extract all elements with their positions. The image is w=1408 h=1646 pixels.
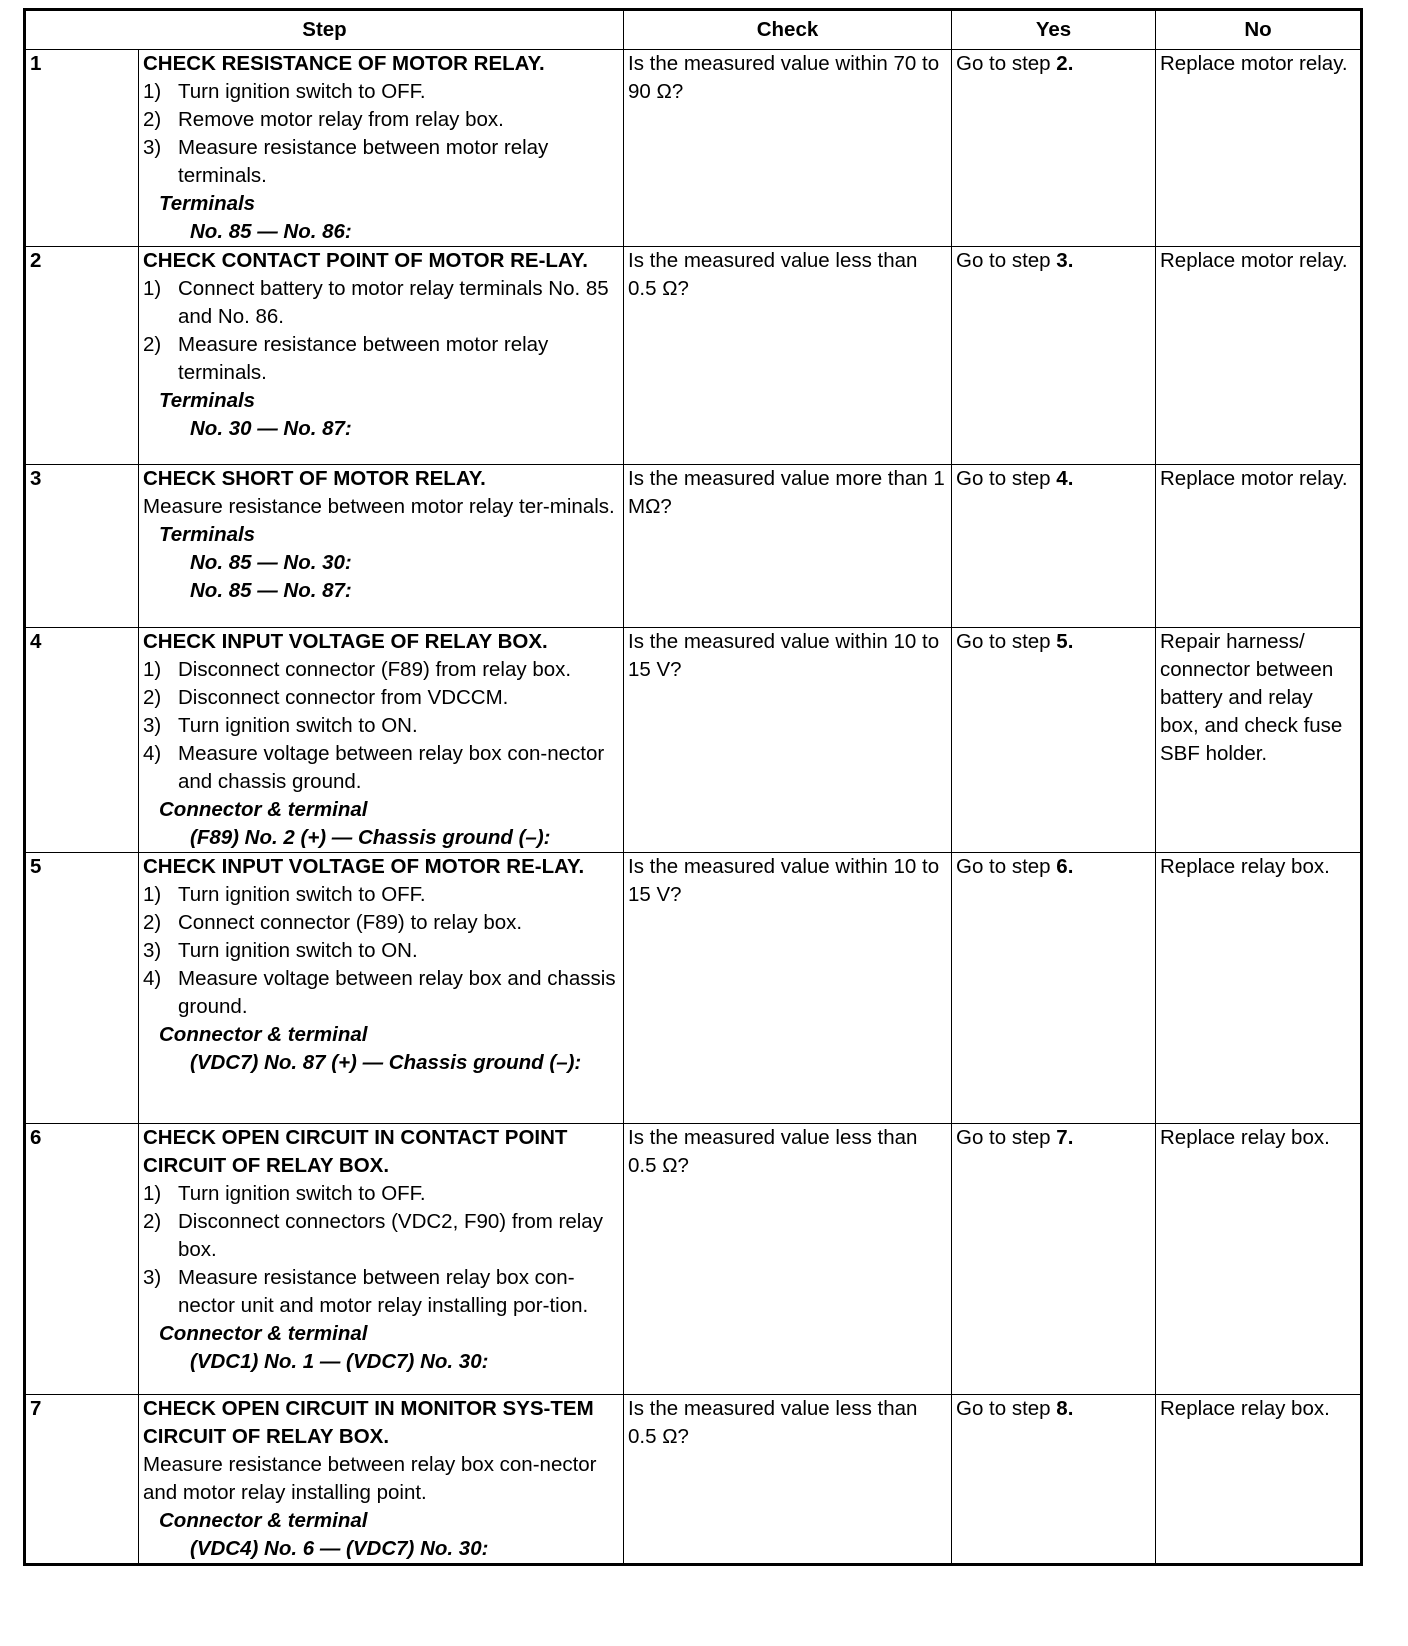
step-instruction-text: Measure resistance between motor relay terminals. [178, 136, 549, 187]
terminal-spec: (VDC7) No. 87 (+) — Chassis ground (–): [190, 1051, 582, 1074]
table-row [25, 1124, 1362, 1395]
no-cell: Replace motor relay. [1156, 465, 1362, 628]
step-instruction-number: 4) [143, 742, 162, 765]
yes-step-link: 4. [1056, 467, 1074, 490]
step-instruction-number: 1) [143, 883, 162, 906]
yes-step-link: 2. [1056, 52, 1074, 75]
yes-cell [952, 247, 1156, 465]
yes-step-link: 3. [1056, 249, 1074, 272]
step-instruction-number: 2) [143, 686, 162, 709]
step-instruction [143, 1208, 619, 1264]
step-number: 4 [25, 628, 139, 853]
check-cell: Is the measured value within 70 to 90 Ω? [624, 50, 952, 247]
step-instruction-number: 2) [143, 333, 162, 356]
no-cell: Replace motor relay. [1156, 247, 1362, 465]
step-number: 5 [25, 853, 139, 1124]
yes-cell [952, 853, 1156, 1124]
step-cell [139, 1124, 624, 1395]
no-cell: Replace relay box. [1156, 853, 1362, 1124]
step-cell [139, 1395, 624, 1565]
step-cell [139, 50, 624, 247]
table-row [25, 247, 1362, 465]
terminal-spec: (F89) No. 2 (+) — Chassis ground (–): [190, 826, 551, 849]
step-cell [139, 465, 624, 628]
step-instruction [143, 712, 619, 740]
terminal-label: Terminals [159, 523, 256, 546]
step-instruction-text: Connect battery to motor relay terminals No. 85 and No. 86. [178, 277, 609, 328]
yes-text: Go to step [956, 249, 1051, 272]
step-instruction-text: Turn ignition switch to ON. [178, 714, 418, 737]
step-title: CHECK INPUT VOLTAGE OF RELAY BOX. [143, 630, 548, 653]
step-instruction-number: 3) [143, 714, 162, 737]
yes-cell [952, 1124, 1156, 1395]
check-cell: Is the measured value less than 0.5 Ω? [624, 247, 952, 465]
step-instruction-number: 1) [143, 658, 162, 681]
step-instruction [143, 78, 619, 106]
step-title: CHECK INPUT VOLTAGE OF MOTOR RE-LAY. [143, 855, 585, 878]
terminal-label: Terminals [159, 389, 256, 412]
yes-text: Go to step [956, 630, 1051, 653]
table-row [25, 628, 1362, 853]
step-title: CHECK SHORT OF MOTOR RELAY. [143, 467, 486, 490]
terminal-label: Connector & terminal [159, 798, 368, 821]
check-cell: Is the measured value less than 0.5 Ω? [624, 1124, 952, 1395]
step-instruction-text: Turn ignition switch to OFF. [178, 1182, 426, 1205]
terminal-label: Connector & terminal [159, 1023, 368, 1046]
step-instruction-text: Disconnect connector from VDCCM. [178, 686, 509, 709]
step-instruction-number: 3) [143, 136, 162, 159]
step-instruction-number: 2) [143, 1210, 162, 1233]
yes-cell [952, 1395, 1156, 1565]
yes-cell [952, 465, 1156, 628]
step-body: Measure resistance between motor relay ter-minals. [143, 495, 615, 518]
terminal-spec: (VDC1) No. 1 — (VDC7) No. 30: [190, 1350, 489, 1373]
yes-step-link: 8. [1056, 1397, 1074, 1420]
terminal-spec: No. 30 — No. 87: [190, 417, 352, 440]
yes-step-link: 5. [1056, 630, 1074, 653]
yes-text: Go to step [956, 467, 1051, 490]
yes-text: Go to step [956, 1397, 1051, 1420]
terminal-label: Terminals [159, 192, 256, 215]
step-instruction-text: Turn ignition switch to OFF. [178, 883, 426, 906]
step-number: 3 [25, 465, 139, 628]
step-instruction-text: Measure resistance between relay box con-nector unit and motor relay installing por-tion. [178, 1266, 589, 1317]
step-instruction [143, 656, 619, 684]
step-instruction-text: Connect connector (F89) to relay box. [178, 911, 523, 934]
step-body: Measure resistance between relay box con-nector and motor relay installing point. [143, 1453, 597, 1504]
no-cell: Replace motor relay. [1156, 50, 1362, 247]
step-instruction [143, 881, 619, 909]
check-cell: Is the measured value more than 1 MΩ? [624, 465, 952, 628]
terminal-label: Connector & terminal [159, 1509, 368, 1532]
step-instruction [143, 1264, 619, 1320]
step-instruction [143, 275, 619, 331]
step-instruction-text: Disconnect connectors (VDC2, F90) from relay box. [178, 1210, 603, 1261]
yes-text: Go to step [956, 1126, 1051, 1149]
check-cell: Is the measured value within 10 to 15 V? [624, 853, 952, 1124]
header-check: Check [624, 10, 952, 50]
step-instruction [143, 965, 619, 1021]
step-instruction-number: 3) [143, 939, 162, 962]
table-row [25, 50, 1362, 247]
step-instruction-number: 3) [143, 1266, 162, 1289]
yes-cell [952, 50, 1156, 247]
header-yes: Yes [952, 10, 1156, 50]
step-instruction [143, 937, 619, 965]
table-row [25, 465, 1362, 628]
step-number: 1 [25, 50, 139, 247]
step-instruction-text: Measure voltage between relay box con-nector and chassis ground. [178, 742, 605, 793]
step-number: 2 [25, 247, 139, 465]
step-instruction-number: 2) [143, 108, 162, 131]
terminal-spec: (VDC4) No. 6 — (VDC7) No. 30: [190, 1537, 489, 1560]
step-instruction-text: Turn ignition switch to OFF. [178, 80, 426, 103]
step-instruction-number: 1) [143, 1182, 162, 1205]
step-cell [139, 247, 624, 465]
step-instruction-number: 2) [143, 911, 162, 934]
check-cell: Is the measured value within 10 to 15 V? [624, 628, 952, 853]
step-title: CHECK OPEN CIRCUIT IN MONITOR SYS-TEM CIRCUIT OF RELAY BOX. [143, 1397, 594, 1448]
step-instruction [143, 134, 619, 190]
terminal-label: Connector & terminal [159, 1322, 368, 1345]
step-cell [139, 628, 624, 853]
step-instruction-number: 1) [143, 80, 162, 103]
step-title: CHECK CONTACT POINT OF MOTOR RE-LAY. [143, 249, 588, 272]
header-step: Step [25, 10, 624, 50]
table-row [25, 1395, 1362, 1565]
step-instruction-text: Turn ignition switch to ON. [178, 939, 418, 962]
step-instruction-text: Measure resistance between motor relay terminals. [178, 333, 549, 384]
step-instruction [143, 331, 619, 387]
step-cell [139, 853, 624, 1124]
no-cell: Replace relay box. [1156, 1395, 1362, 1565]
yes-cell [952, 628, 1156, 853]
step-title: CHECK RESISTANCE OF MOTOR RELAY. [143, 52, 545, 75]
yes-text: Go to step [956, 52, 1051, 75]
step-instruction [143, 740, 619, 796]
step-instruction-text: Measure voltage between relay box and chassis ground. [178, 967, 616, 1018]
header-row [25, 10, 1362, 50]
terminal-spec: No. 85 — No. 30: [190, 551, 352, 574]
no-cell: Repair harness/ connector between battery and relay box, and check fuse SBF holder. [1156, 628, 1362, 853]
yes-step-link: 7. [1056, 1126, 1074, 1149]
step-title: CHECK OPEN CIRCUIT IN CONTACT POINT CIRCUIT OF RELAY BOX. [143, 1126, 568, 1177]
step-instruction [143, 684, 619, 712]
header-no: No [1156, 10, 1362, 50]
step-instruction [143, 106, 619, 134]
step-instruction-number: 1) [143, 277, 162, 300]
step-instruction-number: 4) [143, 967, 162, 990]
no-cell: Replace relay box. [1156, 1124, 1362, 1395]
step-instruction [143, 1180, 619, 1208]
diagnostic-table [23, 8, 1363, 1566]
step-instruction [143, 909, 619, 937]
step-number: 7 [25, 1395, 139, 1565]
terminal-spec: No. 85 — No. 86: [190, 220, 352, 243]
table-row [25, 853, 1362, 1124]
step-number: 6 [25, 1124, 139, 1395]
yes-text: Go to step [956, 855, 1051, 878]
step-instruction-text: Remove motor relay from relay box. [178, 108, 504, 131]
step-instruction-text: Disconnect connector (F89) from relay box. [178, 658, 572, 681]
yes-step-link: 6. [1056, 855, 1074, 878]
check-cell: Is the measured value less than 0.5 Ω? [624, 1395, 952, 1565]
terminal-spec: No. 85 — No. 87: [190, 579, 352, 602]
